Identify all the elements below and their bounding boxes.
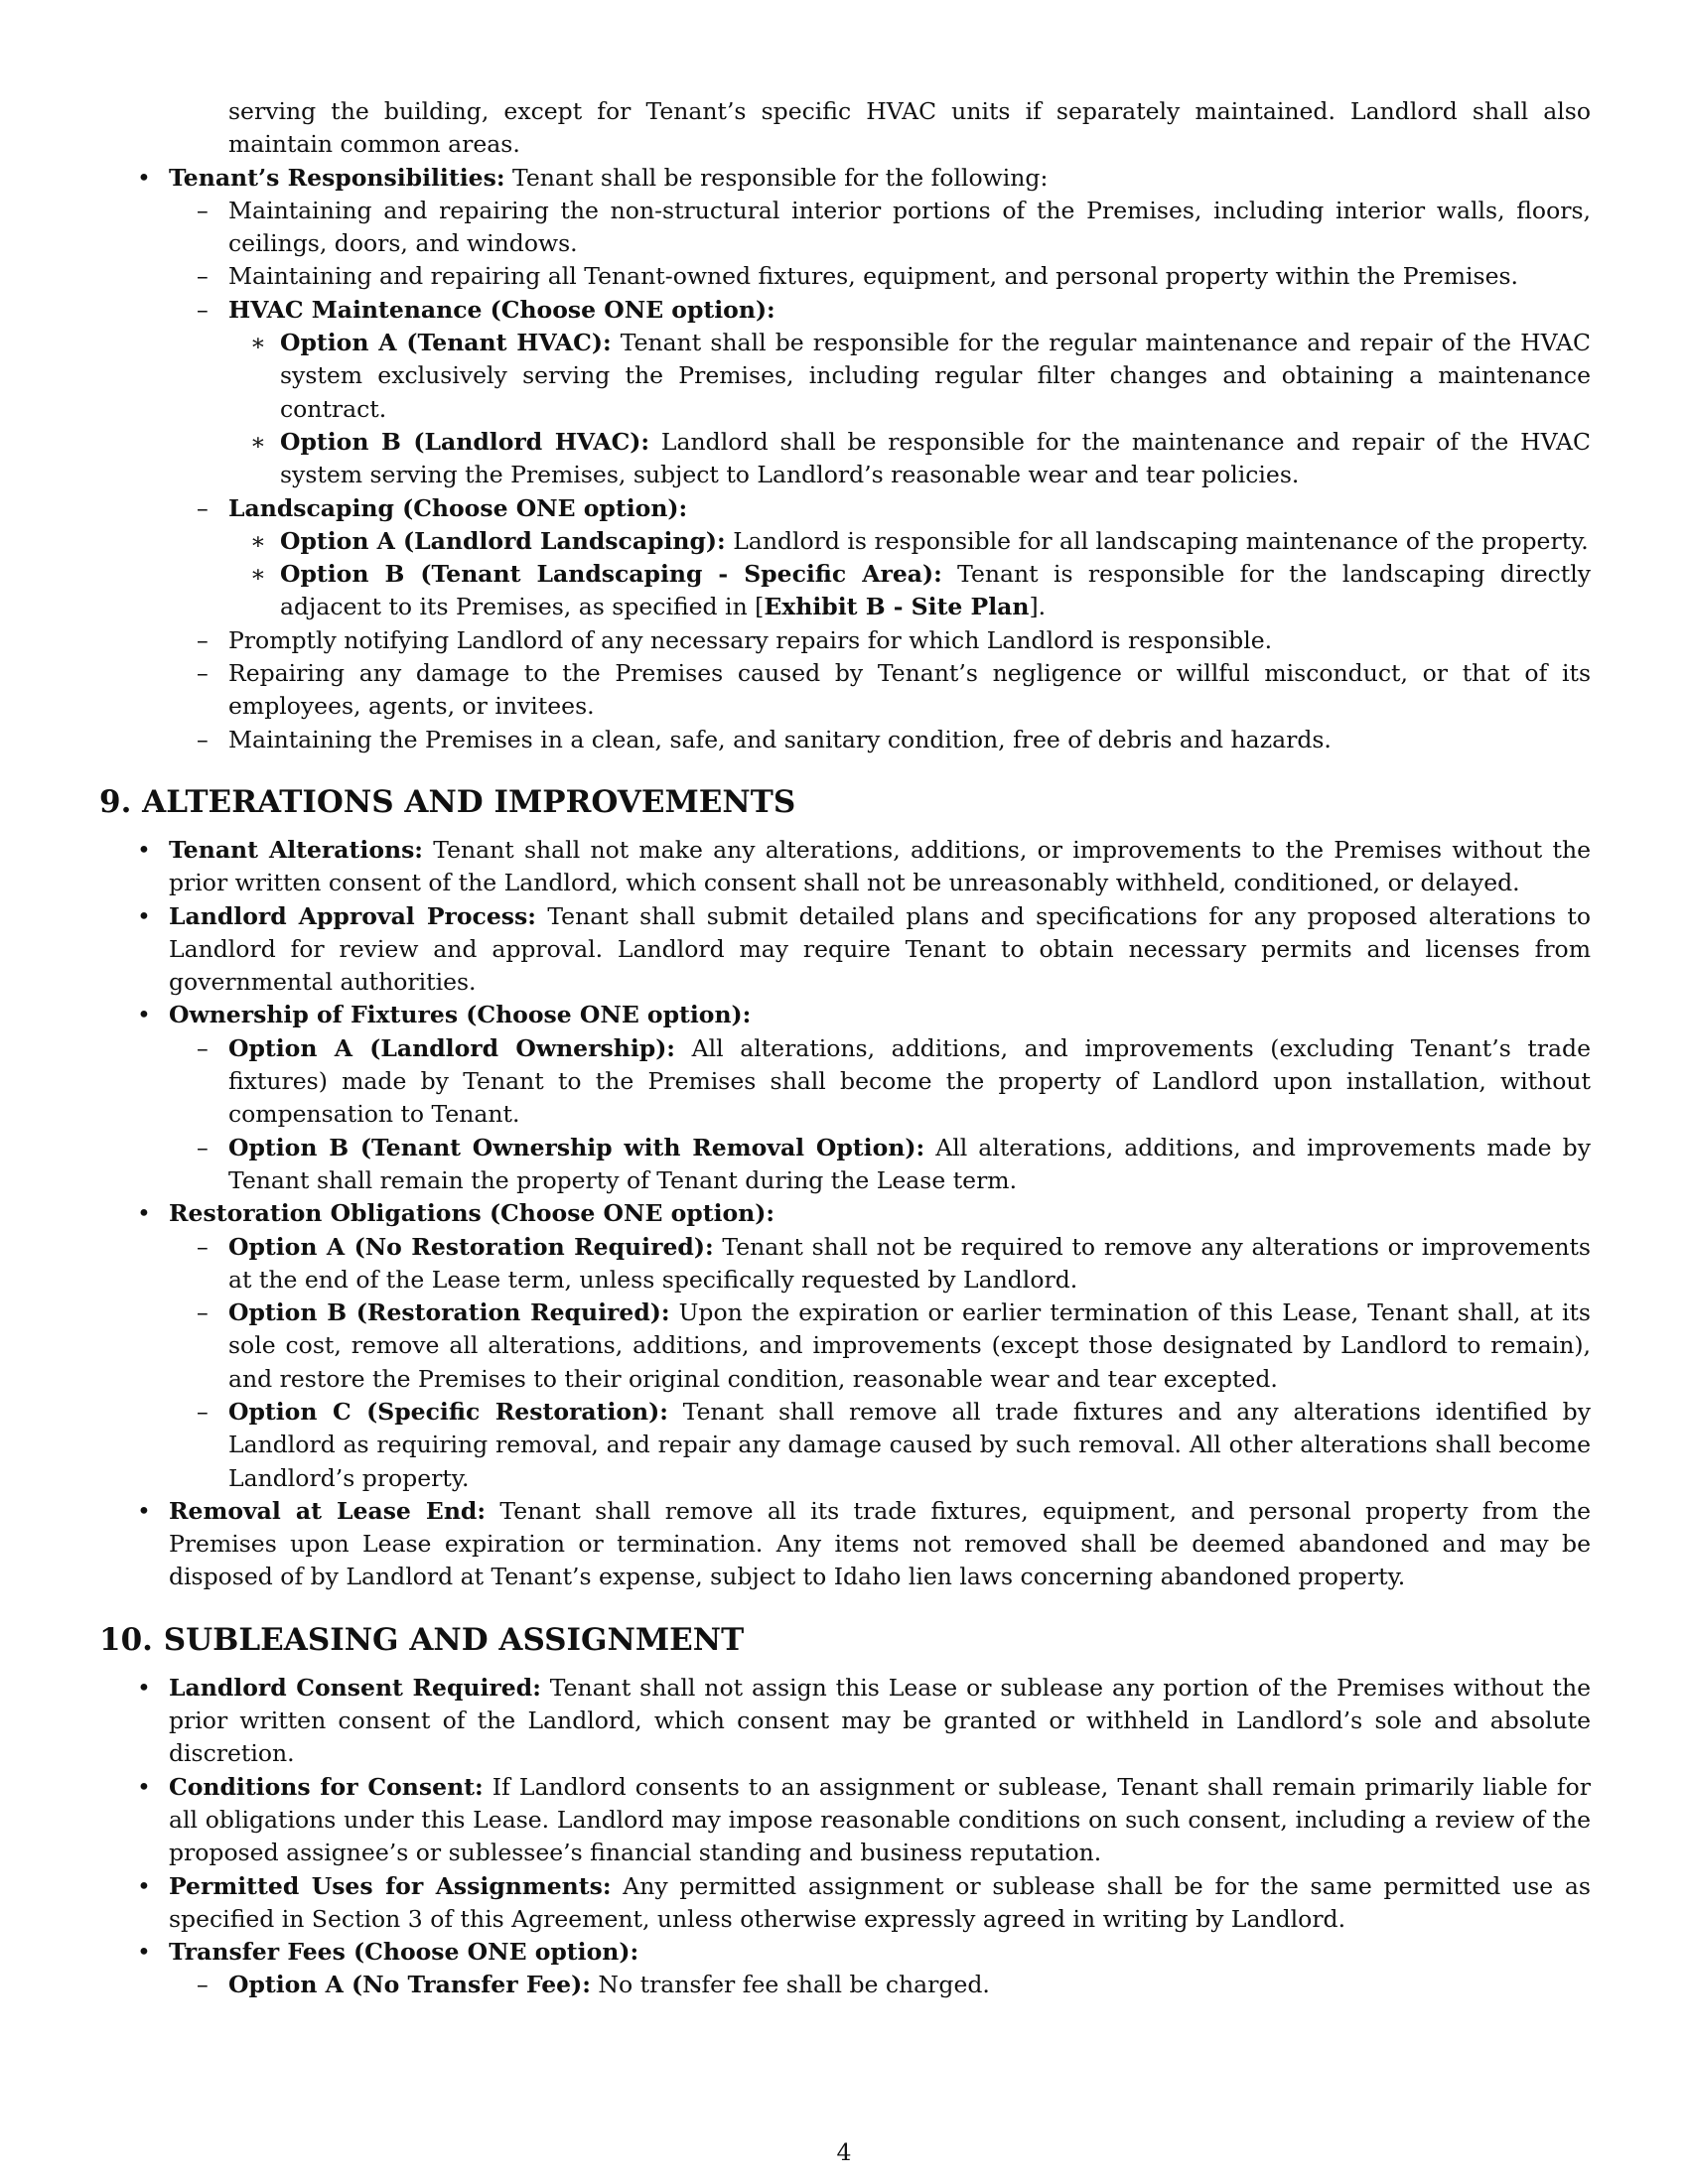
option-text: All alterations, additions, and improvements (excluding Tenant’s trade fixtures) made by Tenant to the Premises shall become the property of Landlord upon installation, without compensation to Tenant. [228, 1033, 1591, 1129]
item-text: Tenant shall submit detailed plans and specifications for any proposed alterations to Landlord for review and approval. Landlord may require Tenant to obtain necessary permits and licenses from governmental authorities. [169, 901, 1591, 997]
option-list [169, 1032, 1591, 1197]
item-label: Ownership of Fixtures (Choose ONE option): [169, 1001, 752, 1029]
list-item: – Maintaining the Premises in a clean, safe, and sanitary condition, free of debris and hazards. [99, 724, 1591, 756]
option-text: Tenant shall be responsible for the regular maintenance and repair of the HVAC system exclusively serving the Premises, including regular filter changes and obtaining a maintenance contract. [280, 329, 1591, 423]
option-label: Option A (Landlord Ownership): [228, 1033, 675, 1062]
list-item: – Maintaining and repairing the non-structural interior portions of the Premises, including interior walls, floors, ceilings, doors, and windows. [99, 195, 1591, 261]
section-number: 9. [99, 783, 132, 820]
list-item [99, 834, 1591, 900]
item-text: Tenant shall remove all its trade fixtures, equipment, and personal property from the Premises upon Lease expiration or termination. Any items not removed shall be deemed abandoned and may be disposed of by Landlord at Tenant’s expense, subject to Idaho lien laws concerning abandoned property. [169, 1496, 1591, 1591]
option-label: Option B (Landlord HVAC): [280, 427, 650, 456]
option-text: Landlord is responsible for all landscaping maintenance of the property. [725, 526, 1589, 555]
section-title: SUBLEASING AND ASSIGNMENT [163, 1621, 745, 1658]
list-item [99, 1936, 1591, 2002]
section-heading-9 [99, 782, 1591, 822]
option-list [228, 327, 1591, 491]
option-text: Tenant is responsible for the landscaping directly adjacent to its Premises, as specified in [ [280, 560, 1591, 621]
option-label: Option A (No Transfer Fee): [228, 1971, 591, 1999]
option-item [99, 1969, 1591, 2001]
option-item [99, 558, 1591, 624]
item-label: Landlord Approval Process: [169, 901, 536, 930]
option-text: Landlord shall be responsible for the maintenance and repair of the HVAC system serving the Premises, subject to Landlord’s reasonable wear and tear policies. [280, 427, 1591, 489]
option-label: Option C (Specific Restoration): [228, 1397, 668, 1426]
list-item: – Repairing any damage to the Premises caused by Tenant’s negligence or willful misconduct, or that of its employees, agents, or invitees. [99, 657, 1591, 724]
item-label: Landlord Consent Required: [169, 1673, 541, 1702]
page-number: 4 [836, 2138, 852, 2166]
option-item [99, 1396, 1591, 1495]
option-label: Option A (Tenant HVAC): [280, 329, 612, 357]
option-text: All alterations, additions, and improvements made by Tenant shall remain the property of Tenant during the Lease term. [228, 1133, 1591, 1194]
option-list [169, 1969, 1591, 2001]
item-label: HVAC Maintenance (Choose ONE option): [228, 295, 775, 324]
list-item: – Maintaining and repairing all Tenant-owned fixtures, equipment, and personal property within the Premises. [99, 260, 1591, 293]
exhibit-reference: Exhibit B - Site Plan [764, 593, 1030, 621]
alterations-list [99, 834, 1591, 1594]
list-item [99, 1197, 1591, 1495]
item-text: Tenant shall not make any alterations, additions, or improvements to the Premises without the prior written consent of the Landlord, which consent shall not be unreasonably withheld, conditioned, or delayed. [169, 835, 1591, 897]
list-item [99, 492, 1591, 624]
option-item [99, 1032, 1591, 1132]
list-item: – Promptly notifying Landlord of any necessary repairs for which Landlord is responsible. [99, 624, 1591, 657]
item-text: Tenant shall be responsible for the following: [504, 163, 1049, 192]
maintenance-list [99, 162, 1591, 756]
option-label: Option B (Restoration Required): [228, 1298, 670, 1327]
option-text: Tenant shall remove all trade fixtures and any alterations identified by Landlord as requiring removal, and repair any damage caused by such removal. All other alterations shall become Landlord’s property. [228, 1397, 1591, 1492]
list-item [99, 1771, 1591, 1870]
item-label: Restoration Obligations (Choose ONE option): [169, 1199, 775, 1228]
item-label: Permitted Uses for Assignments: [169, 1871, 612, 1900]
section-number: 10. [99, 1621, 153, 1658]
list-item [99, 162, 1591, 756]
item-label: Transfer Fees (Choose ONE option): [169, 1938, 639, 1967]
option-item [99, 1297, 1591, 1396]
option-list [169, 1231, 1591, 1495]
option-item [99, 1132, 1591, 1198]
option-text: Tenant shall not be required to remove any alterations or improvements at the end of the Lease term, unless specifically requested by Landlord. [228, 1232, 1591, 1294]
list-item [99, 1495, 1591, 1594]
section-heading-10 [99, 1620, 1591, 1660]
option-label: Option A (Landlord Landscaping): [280, 526, 726, 555]
option-text: Upon the expiration or earlier termination of this Lease, Tenant shall, at its sole cost, remove all alterations, additions, and improvements (except those designated by Landlord to remain), and restore the Premises to their original condition, reasonable wear and tear excepted. [228, 1298, 1591, 1393]
list-item [99, 1870, 1591, 1937]
item-text: If Landlord consents to an assignment or sublease, Tenant shall remain primarily liable for all obligations under this Lease. Landlord may impose reasonable conditions on such consent, including a review of the proposed assignee’s or sublessee’s financial standing and business reputation. [169, 1772, 1591, 1867]
option-list [228, 525, 1591, 624]
option-label: Option A (No Restoration Required): [228, 1232, 714, 1261]
sub-list [169, 195, 1591, 756]
subleasing-list [99, 1672, 1591, 2002]
option-item [99, 1231, 1591, 1297]
item-text: Any permitted assignment or sublease shall be for the same permitted use as specified in Section 3 of this Agreement, unless otherwise expressly agreed in writing by Landlord. [169, 1871, 1591, 1933]
item-label: Removal at Lease End: [169, 1496, 487, 1525]
continued-paragraph: serving the building, except for Tenant’s specific HVAC units if separately maintained. Landlord shall also maintain common areas. [228, 97, 1591, 159]
list-item [99, 294, 1591, 492]
list-item [99, 900, 1591, 1000]
item-label: Conditions for Consent: [169, 1772, 484, 1801]
option-item [99, 525, 1591, 558]
list-item [99, 999, 1591, 1197]
list-item [99, 1672, 1591, 1771]
item-label: Tenant Alterations: [169, 835, 423, 864]
option-label: Option B (Tenant Landscaping - Specific Area): [280, 560, 942, 589]
option-item [99, 426, 1591, 492]
item-label: Tenant’s Responsibilities: [169, 163, 505, 192]
item-text: Tenant shall not assign this Lease or sublease any portion of the Premises without the prior written consent of the Landlord, which consent may be granted or withheld in Landlord’s sole and absolute discretion. [169, 1673, 1592, 1768]
option-item [99, 327, 1591, 426]
section-title: ALTERATIONS AND IMPROVEMENTS [142, 783, 796, 820]
item-label: Landscaping (Choose ONE option): [228, 493, 688, 522]
option-text: No transfer fee shall be charged. [590, 1971, 990, 1999]
option-label: Option B (Tenant Ownership with Removal Option): [228, 1133, 925, 1161]
option-text-end: ]. [1029, 593, 1047, 621]
document-page [99, 95, 1591, 2002]
